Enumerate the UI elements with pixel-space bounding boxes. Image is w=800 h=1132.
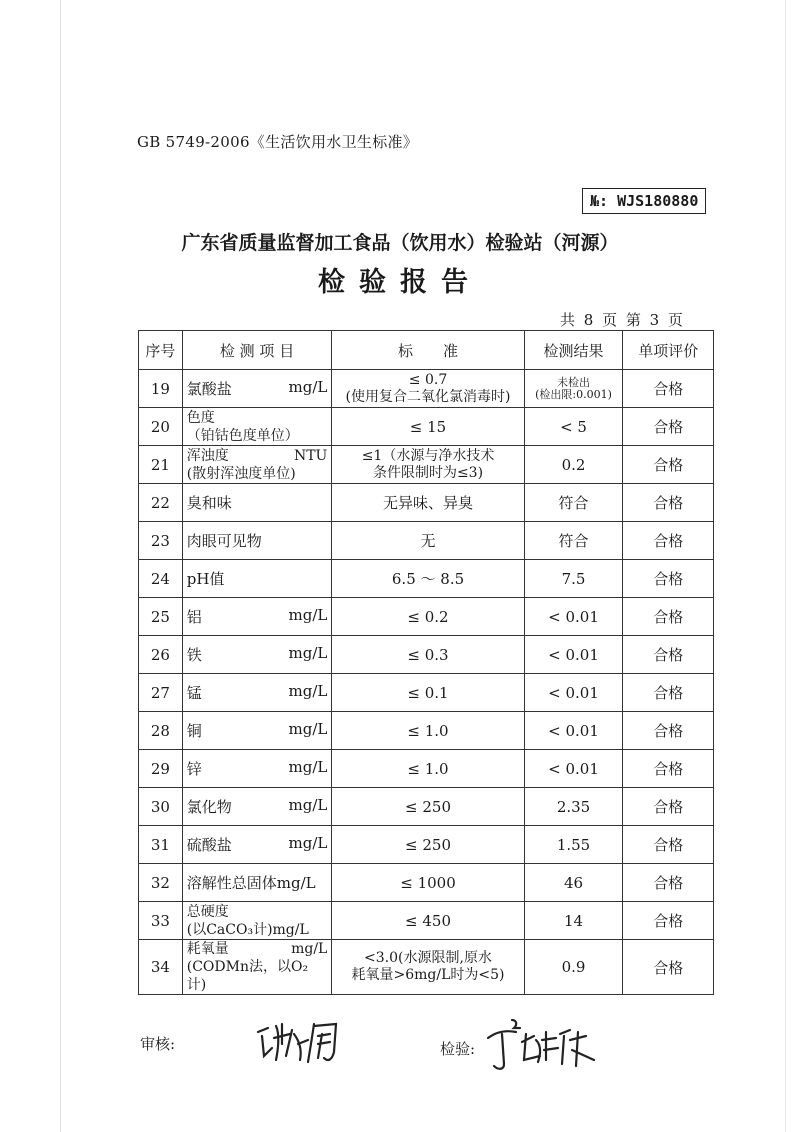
row-result	[524, 940, 623, 995]
item-note: （铂钴色度单位）	[186, 427, 299, 444]
row-item	[182, 484, 332, 522]
result-value: < 5	[560, 417, 587, 436]
item-unit: NTU	[293, 447, 328, 464]
item-note: (以CaCO₃计)mg/L	[186, 921, 309, 938]
row-evaluation: 合格	[623, 370, 714, 408]
row-evaluation: 合格	[623, 750, 714, 788]
result-value: < 0.01	[548, 759, 599, 778]
row-result	[524, 712, 623, 750]
table-body	[139, 370, 714, 995]
standard-value: ≤ 1000	[400, 873, 456, 892]
table-row	[139, 750, 714, 788]
result-note: (检出限:0.001)	[535, 387, 612, 401]
row-standard	[332, 750, 524, 788]
row-item	[182, 522, 332, 560]
item-name: 肉眼可见物	[186, 532, 262, 550]
row-standard	[332, 598, 524, 636]
item-unit: mg/L	[288, 378, 328, 396]
header-result: 检测结果	[524, 331, 623, 370]
row-evaluation: 合格	[623, 940, 714, 995]
row-standard	[332, 712, 524, 750]
result-value: 1.55	[556, 835, 591, 854]
row-evaluation: 合格	[623, 674, 714, 712]
standard-note: 耗氧量>6mg/L时为<5)	[351, 967, 505, 983]
row-number: 24	[139, 560, 183, 598]
result-value: 7.5	[561, 569, 586, 588]
standard-value: ≤ 250	[405, 835, 451, 854]
row-item	[182, 826, 332, 864]
item-name: 耗氧量	[186, 941, 229, 957]
row-item	[182, 674, 332, 712]
result-value: < 0.01	[548, 721, 599, 740]
row-result	[524, 522, 623, 560]
table-row	[139, 864, 714, 902]
item-name: 氯化物	[186, 798, 232, 816]
item-unit: mg/L	[288, 796, 328, 814]
row-evaluation: 合格	[623, 636, 714, 674]
row-result	[524, 636, 623, 674]
inspector-label: 检验:	[440, 1040, 476, 1058]
item-name: pH值	[186, 570, 225, 588]
table-row	[139, 902, 714, 940]
row-evaluation: 合格	[623, 484, 714, 522]
result-value: < 0.01	[548, 645, 599, 664]
item-note: (散射浑浊度单位)	[186, 465, 296, 482]
page-counter: 共 8 页 第 3 页	[560, 311, 685, 329]
row-evaluation: 合格	[623, 826, 714, 864]
row-evaluation: 合格	[623, 560, 714, 598]
standard-value: ≤ 0.3	[407, 645, 449, 664]
row-result	[524, 446, 623, 484]
row-evaluation: 合格	[623, 598, 714, 636]
row-item	[182, 408, 332, 446]
station-name: 广东省质量监督加工食品（饮用水）检验站（河源）	[181, 232, 619, 254]
row-evaluation: 合格	[623, 522, 714, 560]
standard-note: 条件限制时为≤3)	[372, 464, 484, 481]
row-item	[182, 370, 332, 408]
table-row	[139, 408, 714, 446]
result-value: 2.35	[556, 797, 591, 816]
row-standard	[332, 864, 524, 902]
page-margin-line-right	[785, 0, 786, 1132]
row-result	[524, 408, 623, 446]
item-unit: mg/L	[288, 644, 328, 662]
results-table	[138, 330, 714, 995]
row-result	[524, 902, 623, 940]
item-name: 溶解性总固体mg/L	[186, 874, 316, 892]
row-result	[524, 826, 623, 864]
row-evaluation: 合格	[623, 788, 714, 826]
row-evaluation: 合格	[623, 408, 714, 446]
item-name: 铝	[186, 608, 202, 626]
row-standard	[332, 522, 524, 560]
item-name: 锰	[186, 684, 202, 702]
standard-value: ≤1（水源与净水技术	[361, 447, 495, 464]
row-result	[524, 370, 623, 408]
header-number: 序号	[139, 331, 183, 370]
row-standard	[332, 636, 524, 674]
row-number: 34	[139, 940, 183, 995]
row-number: 31	[139, 826, 183, 864]
header-standard: 标 准	[332, 331, 524, 370]
row-standard	[332, 484, 524, 522]
item-unit: mg/L	[288, 758, 328, 776]
row-standard	[332, 674, 524, 712]
standard-value: 6.5 ～ 8.5	[391, 570, 465, 588]
row-number: 22	[139, 484, 183, 522]
result-value: 0.2	[561, 455, 586, 474]
row-number: 33	[139, 902, 183, 940]
row-number: 30	[139, 788, 183, 826]
standard-value: ≤ 1.0	[407, 759, 449, 778]
row-item	[182, 446, 332, 484]
reviewer-label: 审核:	[140, 1035, 176, 1053]
report-number-box: №: WJS180880	[582, 188, 706, 214]
row-evaluation: 合格	[623, 864, 714, 902]
result-value: < 0.01	[548, 607, 599, 626]
inspector-signature	[486, 1016, 606, 1078]
standard-value: ≤ 250	[405, 797, 451, 816]
row-number: 19	[139, 370, 183, 408]
standard-value: ≤ 0.7	[408, 371, 448, 388]
item-name: 浑浊度	[186, 447, 229, 464]
item-unit: mg/L	[288, 606, 328, 624]
row-result	[524, 674, 623, 712]
table-row	[139, 712, 714, 750]
row-number: 20	[139, 408, 183, 446]
standard-value: ≤ 1.0	[407, 721, 449, 740]
row-item	[182, 788, 332, 826]
result-value: 符合	[558, 494, 589, 512]
item-unit: mg/L	[288, 834, 328, 852]
item-name: 氯酸盐	[186, 380, 232, 398]
result-value: 未检出	[557, 375, 591, 389]
row-number: 27	[139, 674, 183, 712]
reviewer-signature	[252, 1014, 372, 1070]
row-result	[524, 560, 623, 598]
table-row	[139, 370, 714, 408]
header-item: 检 测 项 目	[182, 331, 332, 370]
item-unit: mg/L	[288, 720, 328, 738]
row-item	[182, 712, 332, 750]
item-name: 铜	[186, 722, 202, 740]
standard-value: 无异味、异臭	[383, 494, 474, 512]
standard-value: ≤ 450	[405, 911, 451, 930]
page-margin-line	[60, 0, 61, 1132]
row-evaluation: 合格	[623, 712, 714, 750]
item-note: (CODMn法，以O₂计)	[186, 959, 309, 993]
document-title: 检验报告	[318, 267, 482, 298]
row-item	[182, 940, 332, 995]
table-row	[139, 598, 714, 636]
standard-note: (使用复合二氧化氯消毒时)	[345, 388, 511, 405]
row-result	[524, 598, 623, 636]
row-item	[182, 636, 332, 674]
row-standard	[332, 560, 524, 598]
row-number: 28	[139, 712, 183, 750]
result-value: 46	[563, 873, 584, 892]
standard-value: ≤ 15	[409, 417, 447, 436]
item-name: 臭和味	[186, 494, 232, 512]
result-value: 14	[563, 911, 584, 930]
row-result	[524, 484, 623, 522]
row-item	[182, 864, 332, 902]
row-number: 23	[139, 522, 183, 560]
standard-value: ≤ 0.2	[407, 607, 449, 626]
row-standard	[332, 788, 524, 826]
table-row	[139, 522, 714, 560]
row-standard	[332, 902, 524, 940]
result-value: < 0.01	[548, 683, 599, 702]
row-number: 21	[139, 446, 183, 484]
item-name: 总硬度	[186, 903, 229, 920]
row-number: 25	[139, 598, 183, 636]
result-value: 符合	[558, 532, 589, 550]
row-evaluation: 合格	[623, 902, 714, 940]
item-name: 硫酸盐	[186, 836, 232, 854]
item-unit: mg/L	[291, 941, 328, 957]
table-row	[139, 674, 714, 712]
row-item	[182, 598, 332, 636]
table-row	[139, 484, 714, 522]
standard-reference: GB 5749-2006《生活饮用水卫生标准》	[137, 133, 419, 151]
row-number: 26	[139, 636, 183, 674]
row-standard	[332, 370, 524, 408]
row-standard	[332, 826, 524, 864]
result-value: 0.9	[561, 958, 586, 976]
row-result	[524, 788, 623, 826]
item-name: 色度	[186, 409, 215, 426]
standard-value: ≤ 0.1	[407, 683, 449, 702]
standard-value: 无	[420, 532, 436, 550]
table-row	[139, 636, 714, 674]
table-row	[139, 788, 714, 826]
item-unit: mg/L	[288, 682, 328, 700]
table-row	[139, 826, 714, 864]
table-row	[139, 940, 714, 995]
standard-value: <3.0(水源限制,原水	[364, 950, 492, 966]
row-standard	[332, 408, 524, 446]
table-row	[139, 446, 714, 484]
row-standard	[332, 446, 524, 484]
table-row	[139, 560, 714, 598]
header-evaluation: 单项评价	[623, 331, 714, 370]
row-result	[524, 750, 623, 788]
row-standard	[332, 940, 524, 995]
item-name: 铁	[186, 646, 202, 664]
row-number: 32	[139, 864, 183, 902]
table-header-row	[139, 331, 714, 370]
row-item	[182, 902, 332, 940]
item-name: 锌	[186, 760, 202, 778]
row-evaluation: 合格	[623, 446, 714, 484]
row-result	[524, 864, 623, 902]
row-number: 29	[139, 750, 183, 788]
row-item	[182, 560, 332, 598]
row-item	[182, 750, 332, 788]
